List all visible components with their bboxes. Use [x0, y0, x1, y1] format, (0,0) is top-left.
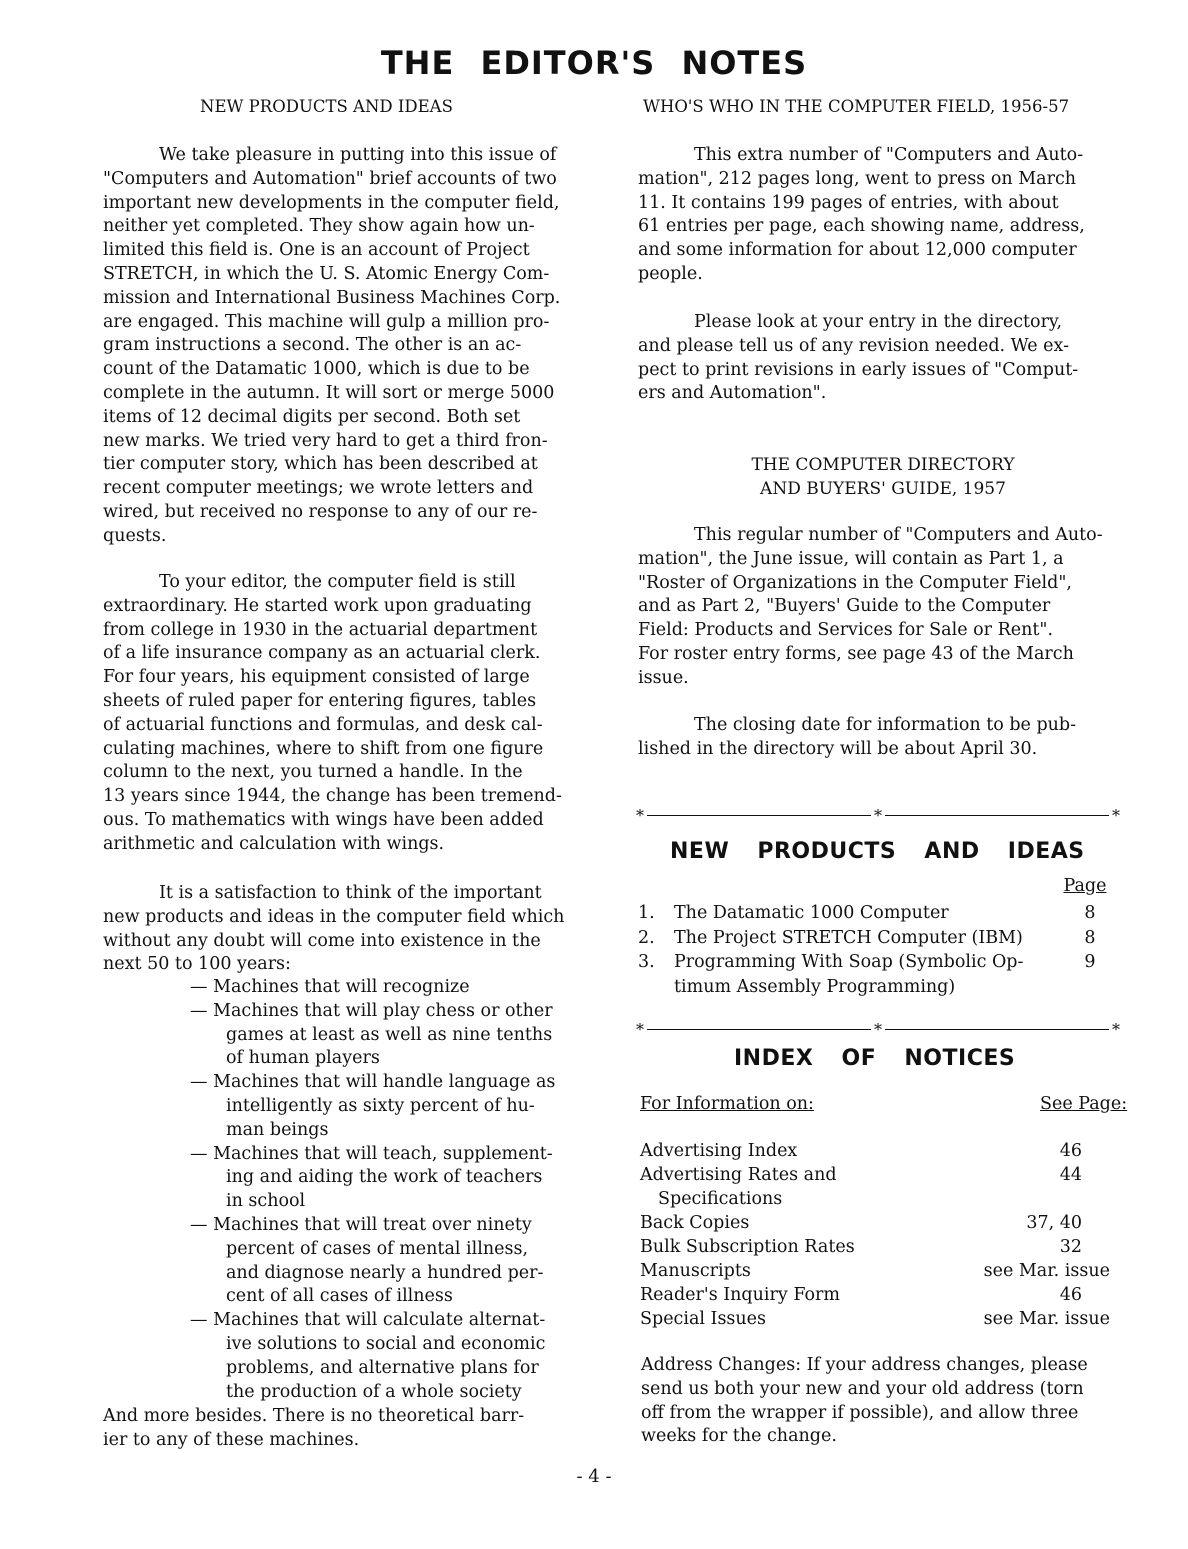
index-topic: Manuscripts: [640, 1261, 751, 1281]
toc-title: timum Assembly Programming): [674, 976, 956, 997]
text-line: sheets of ruled paper for entering figures, tables: [103, 690, 537, 711]
text-line: — Machines that will play chess or other: [190, 1000, 553, 1021]
text-line: are engaged. This machine will gulp a million pro-: [103, 311, 550, 332]
right-paragraph-4: [638, 714, 1148, 762]
right-paragraph-3: [638, 524, 1148, 691]
text-line: wired, but received no response to any of our re-: [103, 501, 538, 522]
index-page: see Mar. issue: [983, 1309, 1110, 1329]
machine-list: [190, 976, 610, 1404]
left-section-heading: NEW PRODUCTS AND IDEAS: [200, 97, 453, 116]
machine-list-item: [190, 1000, 610, 1071]
text-line: next 50 to 100 years:: [103, 954, 291, 975]
text-line: — Machines that will recognize: [190, 977, 470, 997]
text-line: issue.: [638, 667, 689, 688]
address-changes: [641, 1354, 1141, 1449]
text-line: ers and Automation".: [638, 383, 827, 404]
page-title: THE EDITOR'S NOTES: [380, 44, 808, 82]
toc-heading: NEW PRODUCTS AND IDEAS: [670, 839, 1085, 864]
text-line: new marks. We tried very hard to get a third fron-: [103, 430, 548, 451]
text-line: percent of cases of mental illness,: [226, 1238, 529, 1259]
text-line: 13 years since 1944, the change has been tremend-: [103, 786, 562, 807]
index-topic: Special Issues: [640, 1309, 767, 1329]
machine-list-item: [190, 1309, 610, 1404]
toc-page: 9: [1084, 952, 1096, 972]
text-line: the production of a whole society: [226, 1381, 522, 1402]
text-line: This regular number of "Computers and Auto-: [694, 525, 1103, 545]
separator-star: *: [1112, 805, 1120, 825]
text-line: recent computer meetings; we wrote letters and: [103, 478, 534, 499]
text-line: mission and International Business Machines Corp.: [103, 287, 561, 308]
index-topic: Specifications: [658, 1189, 783, 1209]
text-line: lished in the directory will be about April 30.: [638, 738, 1038, 759]
text-line: off from the wrapper if possible), and allow three: [641, 1402, 1079, 1423]
text-line: and some information for about 12,000 computer: [638, 240, 1077, 261]
toc-row: [638, 926, 1120, 951]
text-line: new products and ideas in the computer field which: [103, 906, 565, 927]
text-line: mation", the June issue, will contain as Part 1, a: [638, 548, 1064, 569]
text-line: — Machines that will calculate alternat-: [190, 1310, 546, 1331]
text-line: and diagnose nearly a hundred per-: [226, 1262, 544, 1283]
text-line: column to the next, you turned a handle. In the: [103, 762, 523, 783]
text-line: send us both your new and your old address (torn: [641, 1378, 1084, 1399]
index-page: 46: [1059, 1285, 1082, 1305]
text-line: ous. To mathematics with wings have been added: [103, 809, 544, 830]
toc-title: The Datamatic 1000 Computer: [674, 903, 949, 923]
text-line: — Machines that will teach, supplement-: [190, 1143, 553, 1164]
text-line: tier computer story, which has been described at: [103, 454, 538, 475]
right-section-heading: WHO'S WHO IN THE COMPUTER FIELD, 1956-57: [643, 97, 1070, 116]
text-line: extraordinary. He started work upon graduating: [103, 595, 532, 616]
separator-2: [636, 1019, 1120, 1039]
text-line: and please tell us of any revision needed. We ex-: [638, 335, 1069, 356]
right-paragraph-2: [638, 311, 1148, 406]
toc-row: [638, 950, 1120, 975]
text-line: For roster entry forms, see page 43 of the March: [638, 643, 1074, 664]
toc-num: 1.: [638, 903, 655, 923]
toc-page-label: Page: [1063, 876, 1107, 896]
text-line: Address Changes: If your address changes, please: [641, 1355, 1088, 1375]
text-line: of human players: [226, 1048, 380, 1069]
text-line: and as Part 2, "Buyers' Guide to the Computer: [638, 596, 1051, 617]
toc-num: 3.: [638, 952, 655, 972]
right-paragraph-1: [638, 144, 1148, 287]
index-row: [640, 1283, 1110, 1307]
page-number: - 4 -: [576, 1466, 612, 1487]
text-line: STRETCH, in which the U. S. Atomic Energy Com-: [103, 263, 550, 284]
text-line: neither yet completed. They show again how un-: [103, 216, 535, 237]
text-line: To your editor, the computer field is still: [159, 572, 516, 592]
text-line: items of 12 decimal digits per second. Both set: [103, 406, 521, 427]
text-line: man beings: [226, 1119, 329, 1140]
text-line: — Machines that will treat over ninety: [190, 1214, 532, 1235]
text-line: gram instructions a second. The other is an ac-: [103, 335, 522, 356]
text-line: It is a satisfaction to think of the important: [159, 883, 542, 903]
separator-star: *: [636, 805, 644, 825]
text-line: complete in the autumn. It will sort or merge 5000: [103, 382, 555, 403]
machine-list-item: [190, 976, 610, 1000]
directory-heading-line: THE COMPUTER DIRECTORY: [751, 455, 1015, 475]
index-row: [640, 1139, 1110, 1163]
text-line: intelligently as sixty percent of hu-: [226, 1095, 535, 1116]
toc-list: [638, 901, 1120, 999]
toc-page: 8: [1084, 927, 1096, 948]
text-line: limited this field is. One is an account of Project: [103, 240, 530, 261]
text-line: count of the Datamatic 1000, which is due to be: [103, 359, 530, 380]
text-line: This extra number of "Computers and Auto-: [694, 145, 1084, 165]
text-line: without any doubt will come into existence in the: [103, 930, 541, 951]
index-topic: Reader's Inquiry Form: [640, 1285, 840, 1305]
directory-heading: [638, 453, 1128, 501]
text-line: of actuarial functions and formulas, and desk cal-: [103, 714, 543, 735]
machine-list-item: [190, 1214, 610, 1309]
toc-title: Programming With Soap (Symbolic Op-: [674, 952, 1024, 972]
index-page: 44: [1059, 1165, 1082, 1185]
text-line: of a life insurance company as an actuarial clerk.: [103, 643, 541, 664]
index-col-left: For Information on:: [640, 1094, 814, 1114]
text-line: We take pleasure in putting into this issue of: [159, 145, 557, 165]
text-line: games at least as well as nine tenths: [226, 1024, 553, 1045]
separator-star: *: [874, 805, 882, 825]
text-line: Field: Products and Services for Sale or Rent".: [638, 620, 1054, 641]
index-row: [640, 1307, 1110, 1331]
text-line: ing and aiding the work of teachers: [226, 1167, 543, 1188]
text-line: ive solutions to social and economic: [226, 1333, 546, 1354]
text-line: For four years, his equipment consisted of large: [103, 667, 530, 688]
index-row: [640, 1235, 1110, 1259]
index-topic: Back Copies: [640, 1213, 750, 1233]
text-line: The closing date for information to be pub-: [694, 715, 1077, 735]
index-heading: INDEX OF NOTICES: [734, 1046, 1016, 1071]
separator-star: *: [636, 1019, 644, 1039]
separator-star: *: [1112, 1019, 1120, 1039]
toc-row: [638, 901, 1120, 926]
text-line: cent of all cases of illness: [226, 1286, 453, 1307]
text-line: Please look at your entry in the directory,: [694, 312, 1063, 332]
text-line: And more besides. There is no theoretical barr-: [103, 1406, 525, 1426]
left-paragraph-2: [103, 571, 603, 857]
index-page: see Mar. issue: [983, 1261, 1110, 1281]
machine-list-item: [190, 1143, 610, 1214]
text-line: quests.: [103, 525, 167, 546]
machine-list-item: [190, 1071, 610, 1142]
index-row: [640, 1211, 1110, 1235]
text-line: ier to any of these machines.: [103, 1429, 360, 1450]
text-line: 61 entries per page, each showing name, address,: [638, 216, 1085, 237]
toc-num: 2.: [638, 927, 655, 948]
index-row: [640, 1187, 1110, 1211]
index-page: 37, 40: [1026, 1213, 1082, 1233]
index-row: [640, 1163, 1110, 1187]
text-line: problems, and alternative plans for: [226, 1357, 539, 1378]
toc-page: 8: [1084, 903, 1096, 923]
index-page: 32: [1059, 1237, 1082, 1257]
text-line: in school: [226, 1191, 306, 1212]
text-line: important new developments in the computer field,: [103, 192, 560, 213]
text-line: 11. It contains 199 pages of entries, with about: [638, 192, 1059, 213]
index-col-right: See Page:: [1040, 1094, 1128, 1114]
left-paragraph-3: [103, 882, 603, 977]
text-line: culating machines, where to shift from one figure: [103, 738, 544, 759]
text-line: "Computers and Automation" brief accounts of two: [103, 168, 557, 189]
index-row: [640, 1259, 1110, 1283]
text-line: weeks for the change.: [641, 1426, 837, 1447]
text-line: mation", 212 pages long, went to press on March: [638, 168, 1077, 189]
text-line: pect to print revisions in early issues of "Comput-: [638, 359, 1079, 380]
left-paragraph-1: [103, 144, 603, 549]
index-topic: Advertising Rates and: [640, 1165, 837, 1185]
toc-num: [638, 975, 674, 1000]
index-page: [910, 1187, 1110, 1211]
index-page: 46: [1059, 1141, 1082, 1161]
text-line: people.: [638, 263, 703, 284]
left-closing: [103, 1405, 603, 1453]
toc-row: [638, 975, 1120, 1000]
separator-1: [636, 805, 1120, 825]
directory-heading-line: AND BUYERS' GUIDE, 1957: [760, 479, 1006, 499]
toc-page: [1060, 975, 1120, 1000]
index-topic: Bulk Subscription Rates: [640, 1237, 855, 1257]
text-line: arithmetic and calculation with wings.: [103, 833, 445, 854]
text-line: "Roster of Organizations in the Computer Field",: [638, 572, 1072, 593]
index-list: [640, 1139, 1110, 1331]
toc-title: The Project STRETCH Computer (IBM): [674, 927, 1023, 948]
text-line: from college in 1930 in the actuarial department: [103, 619, 538, 640]
separator-star: *: [874, 1019, 882, 1039]
index-topic: Advertising Index: [640, 1141, 798, 1161]
text-line: — Machines that will handle language as: [190, 1072, 556, 1093]
